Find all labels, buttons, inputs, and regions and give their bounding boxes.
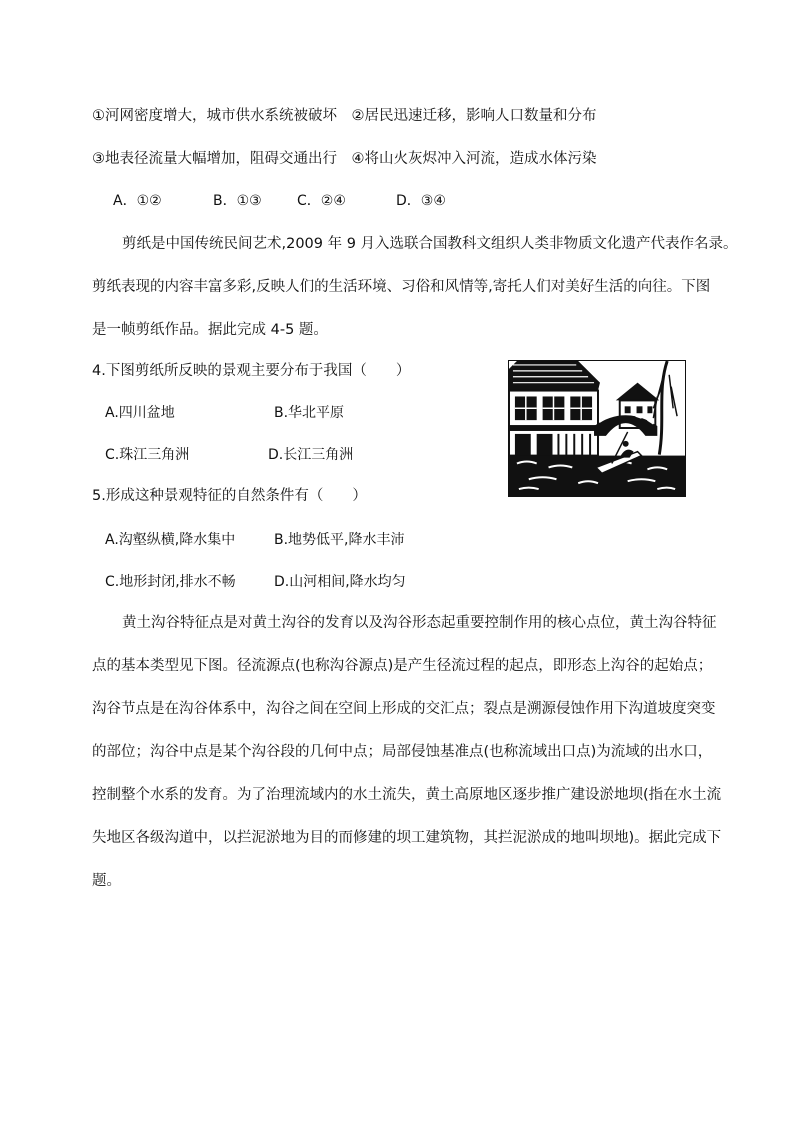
- q4-option-a: A.四川盆地: [105, 405, 175, 421]
- passage-line: 失地区各级沟道中，以拦泥淤地为目的而修建的坝工建筑物，其拦泥淤成的地叫坝地)。据此完成下: [92, 830, 722, 846]
- passage-line: 题。: [92, 873, 121, 889]
- passage-line: 沟谷节点是在沟谷体系中，沟谷之间在空间上形成的交汇点；裂点是溯源侵蚀作用下沟道坡度突变: [92, 701, 716, 717]
- q4-option-d: D.长江三角洲: [268, 447, 354, 463]
- q5-option-d: D.山河相间,降水均匀: [274, 574, 406, 590]
- passage-line: 剪纸表现的内容丰富多彩,反映人们的生活环境、习俗和风情等,寄托人们对美好生活的向往。下图: [92, 279, 711, 295]
- q3-choice-line-2: ③地表径流量大幅增加，阻碍交通出行 ④将山火灰烬冲入河流，造成水体污染: [92, 151, 597, 167]
- passage-line: 剪纸是中国传统民间艺术,2009 年 9 月入选联合国教科文组织人类非物质文化遗产代表作名录。: [122, 236, 738, 252]
- q3-option-c: C．②④: [297, 193, 346, 209]
- q5-option-c: C.地形封闭,排水不畅: [105, 574, 236, 590]
- passage-line: 是一帧剪纸作品。据此完成 4-5 题。: [92, 322, 328, 338]
- q5-stem: 5.形成这种景观特征的自然条件有（ ）: [92, 488, 367, 504]
- passage-line: 控制整个水系的发育。为了治理流域内的水土流失，黄土高原地区逐步推广建设淤地坝(指在水土流: [92, 787, 722, 803]
- q4-option-b: B.华北平原: [274, 405, 345, 421]
- q4-stem: 4.下图剪纸所反映的景观主要分布于我国（ ）: [92, 363, 411, 379]
- q3-option-b: B．①③: [213, 193, 262, 209]
- q5-option-a: A.沟壑纵横,降水集中: [105, 532, 236, 548]
- passage-line: 点的基本类型见下图。径流源点(也称沟谷源点)是产生径流过程的起点，即形态上沟谷的起始点；: [92, 658, 713, 674]
- paper-cut-image: [508, 360, 686, 497]
- passage-line: 的部位；沟谷中点是某个沟谷段的几何中点；局部侵蚀基准点(也称流域出口点)为流域的出水口，: [92, 744, 713, 760]
- q4-option-c: C.珠江三角洲: [105, 447, 190, 463]
- q5-option-b: B.地势低平,降水丰沛: [274, 532, 405, 548]
- q3-option-d: D．③④: [396, 193, 446, 209]
- q3-choice-line-1: ①河网密度增大，城市供水系统被破坏 ②居民迅速迁移，影响人口数量和分布: [92, 108, 597, 124]
- passage-line: 黄土沟谷特征点是对黄土沟谷的发育以及沟谷形态起重要控制作用的核心点位，黄土沟谷特征: [122, 615, 717, 631]
- water-town-papercut-illustration: [509, 361, 685, 496]
- q3-option-a: A．①②: [113, 193, 162, 209]
